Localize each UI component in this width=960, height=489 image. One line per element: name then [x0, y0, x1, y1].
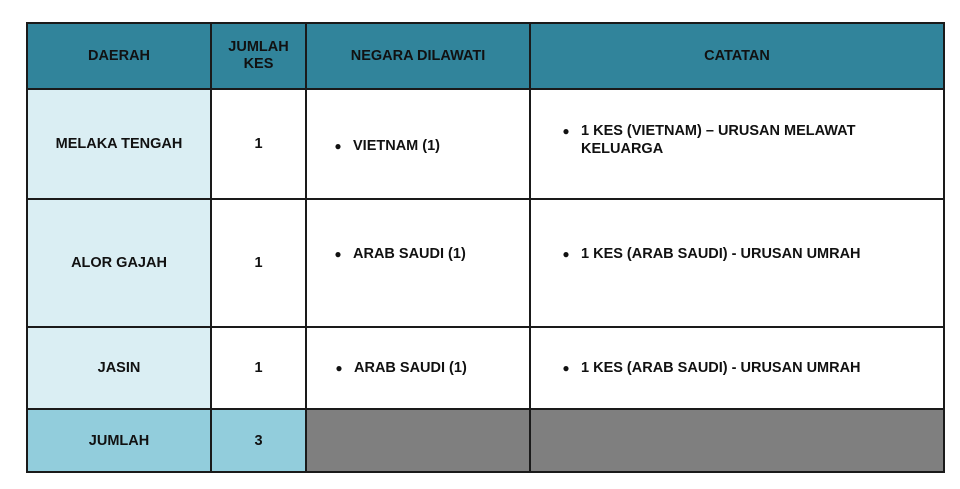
country-cell — [306, 327, 530, 409]
bullet-icon: ● — [562, 247, 570, 261]
note-cell — [530, 199, 944, 327]
empty-cell — [306, 409, 530, 472]
total-row — [27, 409, 944, 472]
header-countries: NEGARA DILAWATI — [306, 23, 530, 89]
district-cell: MELAKA TENGAH — [27, 89, 211, 199]
empty-cell — [530, 409, 944, 472]
country-text: ARAB SAUDI (1) — [353, 246, 466, 262]
note-text: 1 KES (ARAB SAUDI) - URUSAN UMRAH — [581, 360, 861, 376]
bullet-icon: ● — [562, 124, 570, 138]
bullet-icon: ● — [334, 247, 342, 261]
note-cell — [530, 327, 944, 409]
header-district: DAERAH — [27, 23, 211, 89]
country-text: ARAB SAUDI (1) — [354, 360, 467, 376]
header-notes: CATATAN — [530, 23, 944, 89]
table-row — [27, 89, 944, 199]
district-cell: JASIN — [27, 327, 211, 409]
bullet-icon: ● — [562, 361, 570, 375]
note-text: 1 KES (VIETNAM) – URUSAN MELAWAT KELUARGA — [581, 123, 856, 157]
bullet-icon: ● — [335, 361, 343, 375]
cases-table — [26, 22, 945, 473]
count-cell: 1 — [211, 199, 306, 327]
country-cell — [306, 89, 530, 199]
header-row — [27, 23, 944, 89]
country-cell — [306, 199, 530, 327]
count-cell: 1 — [211, 89, 306, 199]
table-row — [27, 327, 944, 409]
header-count: JUMLAH KES — [211, 23, 306, 89]
count-cell: 1 — [211, 327, 306, 409]
note-text: 1 KES (ARAB SAUDI) - URUSAN UMRAH — [581, 246, 861, 262]
total-label: JUMLAH — [27, 409, 211, 472]
total-value: 3 — [211, 409, 306, 472]
bullet-icon: ● — [334, 139, 342, 153]
table-row — [27, 199, 944, 327]
district-cell: ALOR GAJAH — [27, 199, 211, 327]
note-cell — [530, 89, 944, 199]
country-text: VIETNAM (1) — [353, 138, 440, 154]
